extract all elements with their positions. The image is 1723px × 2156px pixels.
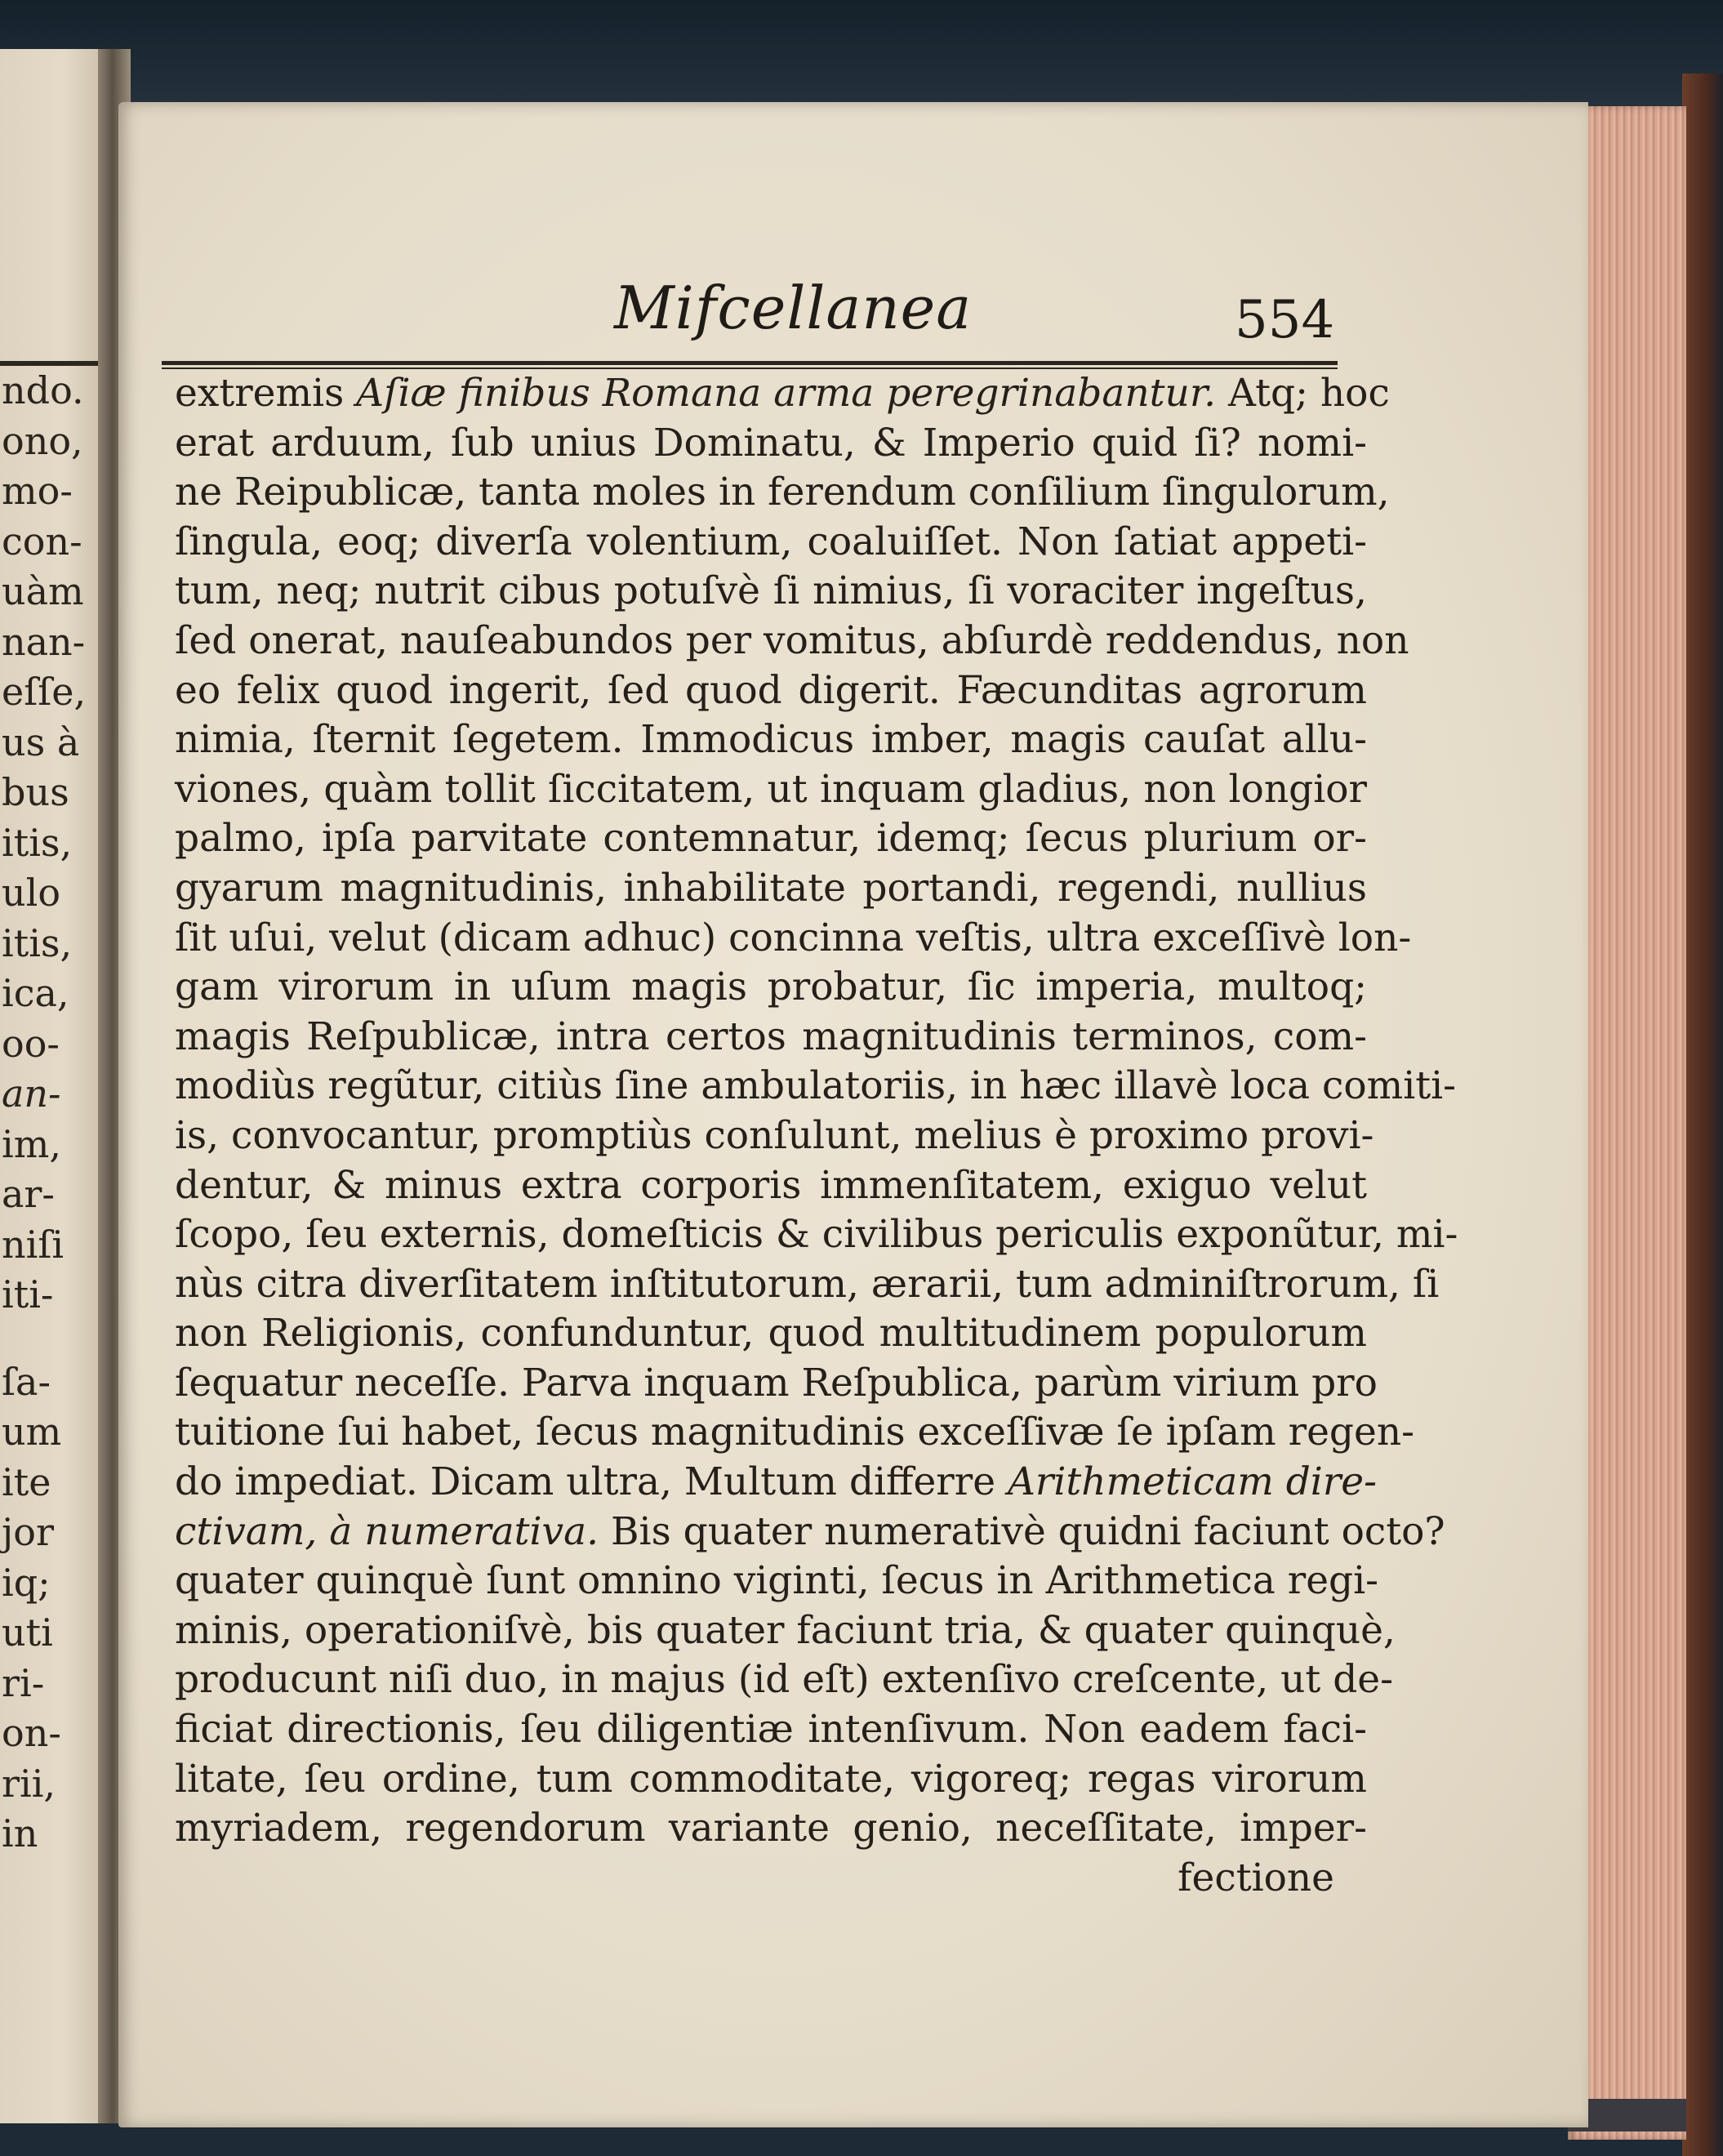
text-segment: minis, operationiſvè, bis quater faciunt tria, & quater quinquè, <box>175 1607 1396 1653</box>
text-segment: magis Reſpublicæ, intra certos magnitudinis terminos, com- <box>175 1013 1367 1059</box>
text-segment: fectione <box>1178 1855 1334 1900</box>
text-line <box>175 1557 1379 1606</box>
text-segment: tuitione ſui habet, ſecus magnitudinis exceſſivæ ſe ipſam regen- <box>175 1410 1414 1455</box>
text-segment: eo felix quod ingerit, ſed quod digerit. Fæcunditas agrorum <box>175 667 1367 713</box>
text-line <box>175 864 1367 914</box>
text-segment: ſit uſui, velut (dicam adhuc) concinna veſtis, ultra exceſſivè lon- <box>175 915 1412 960</box>
text-line <box>175 1655 1393 1705</box>
left-page-fragment: con- <box>2 519 82 564</box>
left-page-fragment: an- <box>2 1071 61 1116</box>
left-page-fragment: ulo <box>2 871 61 915</box>
text-segment: modiùs regũtur, citiùs ſine ambulatoriis, in hæc illavè loca comiti- <box>175 1063 1457 1109</box>
left-page-fragment: im, <box>2 1121 61 1166</box>
text-segment: extremis <box>175 371 357 416</box>
text-line <box>175 419 1367 469</box>
text-line <box>175 1705 1367 1755</box>
text-line <box>175 1606 1396 1656</box>
text-line <box>175 567 1367 617</box>
left-page-fragment: in <box>2 1811 38 1855</box>
text-line <box>175 963 1367 1013</box>
left-page-fragment: jor <box>2 1510 54 1554</box>
left-page-fragment: ite <box>2 1459 51 1504</box>
text-segment: tum, neq; nutrit cibus potuſvè ſi nimius, ſi voraciter ingeſtus, <box>175 568 1367 614</box>
left-page-fragment: uàm <box>2 569 84 613</box>
text-segment: ſingula, eoq; diverſa volentium, coaluiſſet. Non ſatiat appeti- <box>175 519 1367 564</box>
text-line <box>175 1508 1445 1557</box>
text-segment: erat arduum, ſub unius Dominatu, & Imperio quid ſi? nomi- <box>175 420 1367 466</box>
left-page-fragment: niſi <box>2 1222 65 1267</box>
text-line <box>175 1854 1367 1904</box>
text-segment: gyarum magnitudinis, inhabilitate portandi, regendi, nullius <box>175 865 1367 911</box>
left-page-fragment: uti <box>2 1610 53 1655</box>
text-segment: Arithmeticam dire- <box>1007 1459 1377 1505</box>
text-segment: quater quinquè ſunt omnino viginti, ſecus in Arithmetica regi- <box>175 1558 1379 1604</box>
left-page-rule <box>0 361 102 366</box>
text-line <box>175 1161 1367 1211</box>
left-page-fragment: itis, <box>2 820 73 865</box>
text-line <box>175 617 1409 666</box>
text-segment: ne Reipublicæ, tanta moles in ferendum conſilium ſingulorum, <box>175 470 1390 515</box>
left-page-fragment: iti- <box>2 1272 54 1316</box>
text-line <box>175 1755 1367 1805</box>
text-segment: is, convocantur, promptiùs conſulunt, melius è proximo provi- <box>175 1112 1374 1158</box>
left-page-fragment: oo- <box>2 1021 60 1066</box>
text-segment: nimia, ſternit ſegetem. Immodicus imber, magis cauſat allu- <box>175 717 1367 763</box>
left-page-fragment: ri- <box>2 1660 45 1705</box>
text-line <box>175 814 1367 864</box>
text-line <box>175 1062 1457 1111</box>
left-page-fragment: bus <box>2 770 69 814</box>
text-segment: nùs citra diverſitatem inſtitutorum, ærarii, tum adminiſtrorum, ſi <box>175 1261 1440 1307</box>
text-segment: do impediat. Dicam ultra, Multum differre <box>175 1459 1008 1505</box>
text-line <box>175 914 1412 964</box>
text-segment: non Religionis, confunduntur, quod multitudinem populorum <box>175 1311 1367 1356</box>
left-page-fragment: um <box>2 1410 62 1454</box>
text-segment: gam virorum in uſum magis probatur, ſic imperia, multoq; <box>175 964 1367 1010</box>
text-line <box>175 1013 1367 1062</box>
text-segment: ſequatur neceſſe. Parva inquam Reſpublica, parùm virium pro <box>175 1360 1378 1405</box>
body-text <box>175 369 1458 1903</box>
text-line <box>175 518 1367 568</box>
text-segment: Bis quater numerativè quidni faciunt octo? <box>599 1508 1445 1554</box>
page-number: 554 <box>1235 290 1335 350</box>
text-line <box>175 1458 1377 1508</box>
text-segment: myriadem, regendorum variante genio, neceſſitate, imper- <box>175 1806 1367 1851</box>
left-page-fragment: ica, <box>2 971 69 1015</box>
text-line <box>175 1210 1458 1260</box>
left-page-fragment: on- <box>2 1711 61 1755</box>
text-segment: Atq; hoc <box>1216 371 1390 416</box>
left-page-fragment: ndo. <box>2 368 84 412</box>
text-segment: ficiat directionis, ſeu diligentiæ intenſivum. Non eadem faci- <box>175 1707 1367 1753</box>
left-page-fragment: nan- <box>2 619 86 664</box>
left-page-fragment: ar- <box>2 1172 55 1216</box>
left-page-fragment: eſſe, <box>2 670 87 714</box>
text-line <box>175 715 1367 765</box>
left-facing-page <box>0 49 106 2123</box>
text-segment: ſcopo, ſeu externis, domeſticis & civilibus periculis exponũtur, mi- <box>175 1212 1458 1258</box>
left-page-fragment: mo- <box>2 469 73 513</box>
text-line <box>175 468 1390 518</box>
text-line <box>175 1260 1440 1310</box>
left-page-fragment: ſa- <box>2 1359 51 1404</box>
book-cover-right <box>1682 74 1723 2156</box>
text-line <box>175 1408 1414 1458</box>
running-title: Mifcellanea <box>614 274 973 342</box>
text-line <box>175 765 1367 815</box>
header-rule <box>162 361 1338 369</box>
text-line <box>175 1309 1367 1359</box>
text-segment: dentur, & minus extra corporis immenſitatem, exiguo velut <box>175 1162 1367 1208</box>
text-line <box>175 1804 1367 1854</box>
left-page-fragment: ono, <box>2 418 83 463</box>
text-line <box>175 369 1390 419</box>
text-segment: litate, ſeu ordine, tum commoditate, vigoreq; regas virorum <box>175 1756 1367 1802</box>
text-segment: ſed onerat, nauſeabundos per vomitus, abſurdè reddendus, non <box>175 617 1409 663</box>
text-segment: Aſiæ finibus Romana arma peregrinabantur. <box>356 371 1217 416</box>
text-segment: ctivam, à numerativa. <box>175 1508 599 1554</box>
text-segment: viones, quàm tollit ſiccitatem, ut inquam gladius, non longior <box>175 766 1367 812</box>
text-segment: palmo, ipſa parvitate contemnatur, idemq; ſecus plurium or- <box>175 816 1367 862</box>
text-line <box>175 1111 1374 1161</box>
text-line <box>175 666 1367 716</box>
text-segment: producunt niſi duo, in majus (id eſt) extenſivo creſcente, ut de- <box>175 1657 1393 1703</box>
text-line <box>175 1359 1378 1409</box>
left-page-fragment: iq; <box>2 1560 51 1605</box>
left-page-fragment: rii, <box>2 1761 56 1806</box>
left-page-fragment: us à <box>2 719 80 764</box>
left-page-fragment: itis, <box>2 920 73 965</box>
